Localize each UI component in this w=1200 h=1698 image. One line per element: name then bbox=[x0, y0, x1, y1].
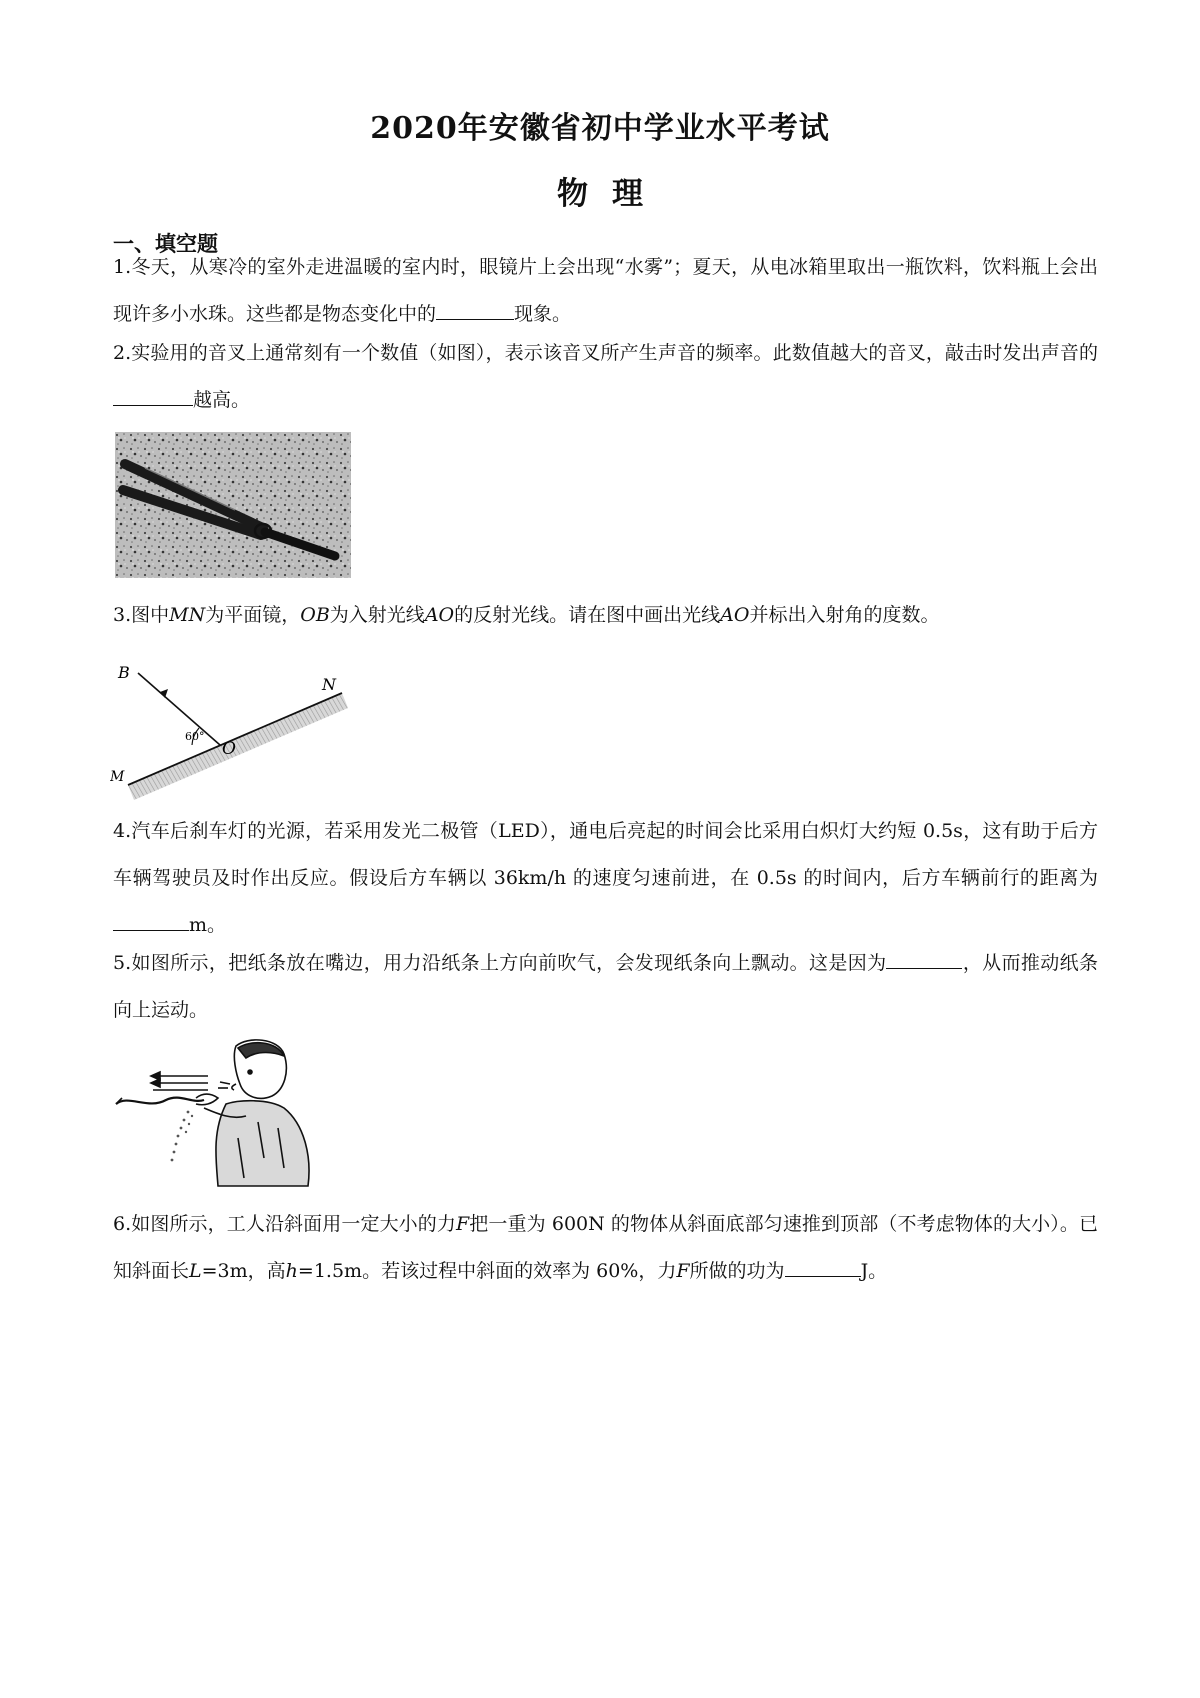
question-4-text: 4.汽车后刹车灯的光源，若采用发光二极管（LED），通电后亮起的时间会比采用白炽灯大约短 0.5s，这有助于后方车辆驾驶员及时作出反应。假设后方车辆以 36km/h 的速度匀速前进，在 0.5s 的时间内，后方车辆前行的距离为 bbox=[113, 820, 1098, 889]
question-2-text-end: 越高。 bbox=[193, 389, 251, 411]
reflected-ray-ob bbox=[138, 673, 220, 745]
mirror-diagram bbox=[110, 650, 360, 810]
label-l: L bbox=[189, 1260, 202, 1282]
question-6-text-6: J。 bbox=[860, 1260, 888, 1282]
question-3-text-4: 的反射光线。请在图中画出光线 bbox=[454, 604, 721, 626]
tuning-fork-photo bbox=[115, 432, 351, 578]
label-n: N bbox=[322, 675, 336, 694]
blowing-paper-illustration bbox=[108, 1038, 323, 1188]
section-heading: 一、填空题 bbox=[113, 231, 218, 256]
angle-label: 60° bbox=[185, 730, 205, 743]
answer-blank-2 bbox=[113, 385, 193, 406]
answer-blank-5 bbox=[886, 948, 962, 969]
question-6-text-3: =3m，高 bbox=[201, 1260, 286, 1282]
answer-blank-4 bbox=[113, 910, 189, 931]
question-3 bbox=[113, 592, 1098, 639]
question-6-text-2: 把一重为 600N 的物体从斜面底部匀速推到顶部（不考虑物体的大小）。已知斜面长 bbox=[113, 1213, 1098, 1282]
question-1-text-end: 现象。 bbox=[514, 303, 572, 325]
label-h: h bbox=[285, 1260, 298, 1282]
answer-blank-1 bbox=[436, 299, 514, 320]
exam-title: 2020年安徽省初中学业水平考试 bbox=[370, 111, 830, 146]
question-4 bbox=[113, 808, 1098, 949]
question-5-text: 5.如图所示，把纸条放在嘴边，用力沿纸条上方向前吹气，会发现纸条向上飘动。这是因为 bbox=[113, 952, 887, 974]
label-ob: OB bbox=[300, 604, 330, 626]
question-6-text-1: 6.如图所示，工人沿斜面用一定大小的力 bbox=[113, 1213, 456, 1235]
label-b: B bbox=[118, 663, 130, 682]
label-ao-2: AO bbox=[720, 604, 750, 626]
label-mn: MN bbox=[169, 604, 206, 626]
label-f: F bbox=[456, 1213, 470, 1235]
question-3-text-5: 并标出入射角的度数。 bbox=[749, 604, 940, 626]
question-1-text: 1.冬天，从寒冷的室外走进温暖的室内时，眼镜片上会出现“水雾”；夏天，从电冰箱里取出一瓶饮料，饮料瓶上会出现许多小水珠。这些都是物态变化中的 bbox=[113, 256, 1098, 325]
label-o: O bbox=[222, 739, 236, 759]
question-1 bbox=[113, 244, 1098, 338]
question-4-text-end: m。 bbox=[189, 914, 227, 936]
question-2-text: 2.实验用的音叉上通常刻有一个数值（如图），表示该音叉所产生声音的频率。此数值越大的音叉，敲击时发出声音的 bbox=[113, 342, 1098, 364]
label-m: M bbox=[110, 769, 125, 785]
question-5 bbox=[113, 940, 1098, 1034]
answer-blank-6 bbox=[785, 1256, 861, 1277]
question-3-text-2: 为平面镜， bbox=[205, 604, 301, 626]
question-6 bbox=[113, 1201, 1098, 1295]
question-5-text-end: ，从而推动纸条向上运动。 bbox=[113, 952, 1098, 1021]
mirror-hatching bbox=[128, 693, 348, 800]
question-3-text-1: 3.图中 bbox=[113, 604, 170, 626]
question-3-text-3: 为入射光线 bbox=[329, 604, 425, 626]
question-6-text-4: =1.5m。若该过程中斜面的效率为 60%，力 bbox=[297, 1260, 677, 1282]
subject-title: 物理 bbox=[557, 176, 667, 212]
label-f-2: F bbox=[676, 1260, 690, 1282]
question-6-text-5: 所做的功为 bbox=[689, 1260, 785, 1282]
question-2 bbox=[113, 330, 1098, 424]
label-ao: AO bbox=[424, 604, 455, 626]
